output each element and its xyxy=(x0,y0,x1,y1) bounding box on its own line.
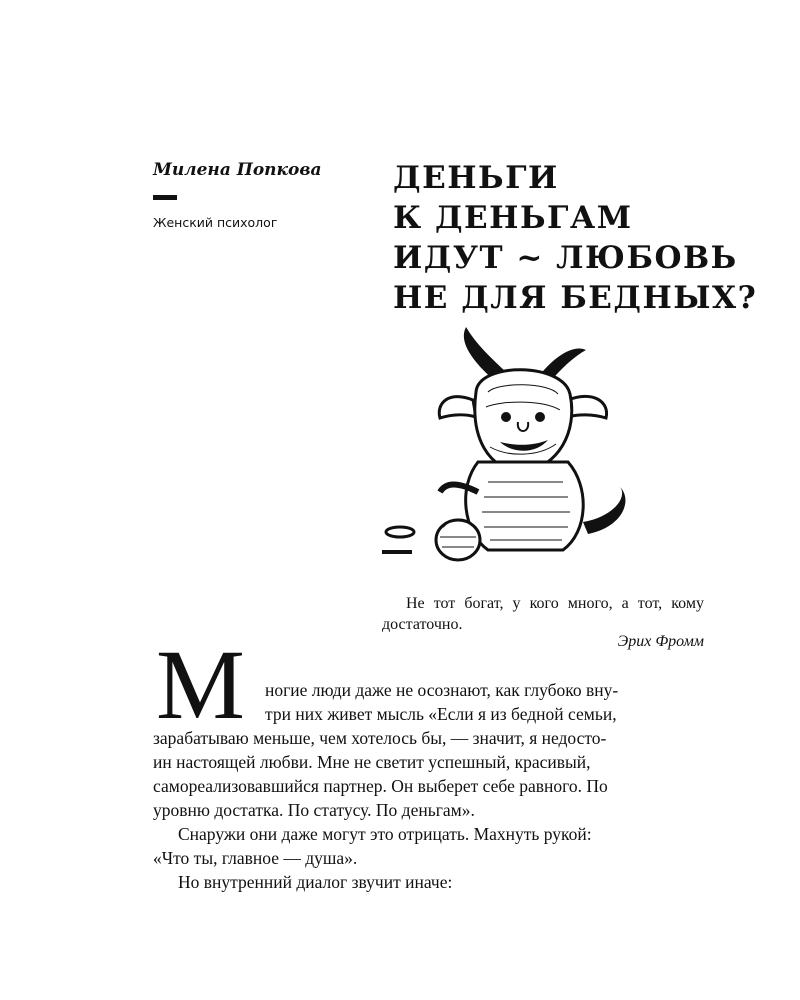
body-line: «Что ты, главное — душа». xyxy=(153,848,358,868)
drop-cap: М xyxy=(156,629,245,740)
body-line: самореализовавшийся партнер. Он выберет себе равного. По xyxy=(153,776,608,796)
body-line: уровню достатка. По статусу. По деньгам». xyxy=(153,800,475,820)
title-line: ДЕНЬГИ xyxy=(393,160,559,196)
author-role: Женский психолог xyxy=(153,215,278,230)
title-line: ИДУТ ~ ЛЮБОВЬ xyxy=(393,240,738,276)
horned-creature-with-pot-icon xyxy=(378,322,648,567)
body-line: ин настоящей любви. Мне не светит успешный, красивый, xyxy=(153,752,591,772)
body-line: Снаружи они даже могут это отрицать. Махнуть рукой: xyxy=(178,824,592,844)
author-divider xyxy=(153,195,177,200)
body-line: зарабатываю меньше, чем хотелось бы, — значит, я недосто- xyxy=(153,728,607,748)
body-line: ногие люди даже не осознают, как глубоко вну- xyxy=(265,680,619,700)
title-line: НЕ ДЛЯ БЕДНЫХ? xyxy=(393,280,758,316)
epigraph-author: Эрих Фромм xyxy=(617,633,704,650)
author-name: Милена Попкова xyxy=(153,160,322,180)
epigraph-text: Не тот богат, у кого много, а тот, кому достаточно. xyxy=(382,595,704,633)
body-line: Но внутренний диалог звучит иначе: xyxy=(178,872,453,892)
chapter-title xyxy=(393,158,758,318)
title-line: К ДЕНЬГАМ xyxy=(393,200,633,236)
body-line: три них живет мысль «Если я из бедной семьи, xyxy=(265,704,617,724)
